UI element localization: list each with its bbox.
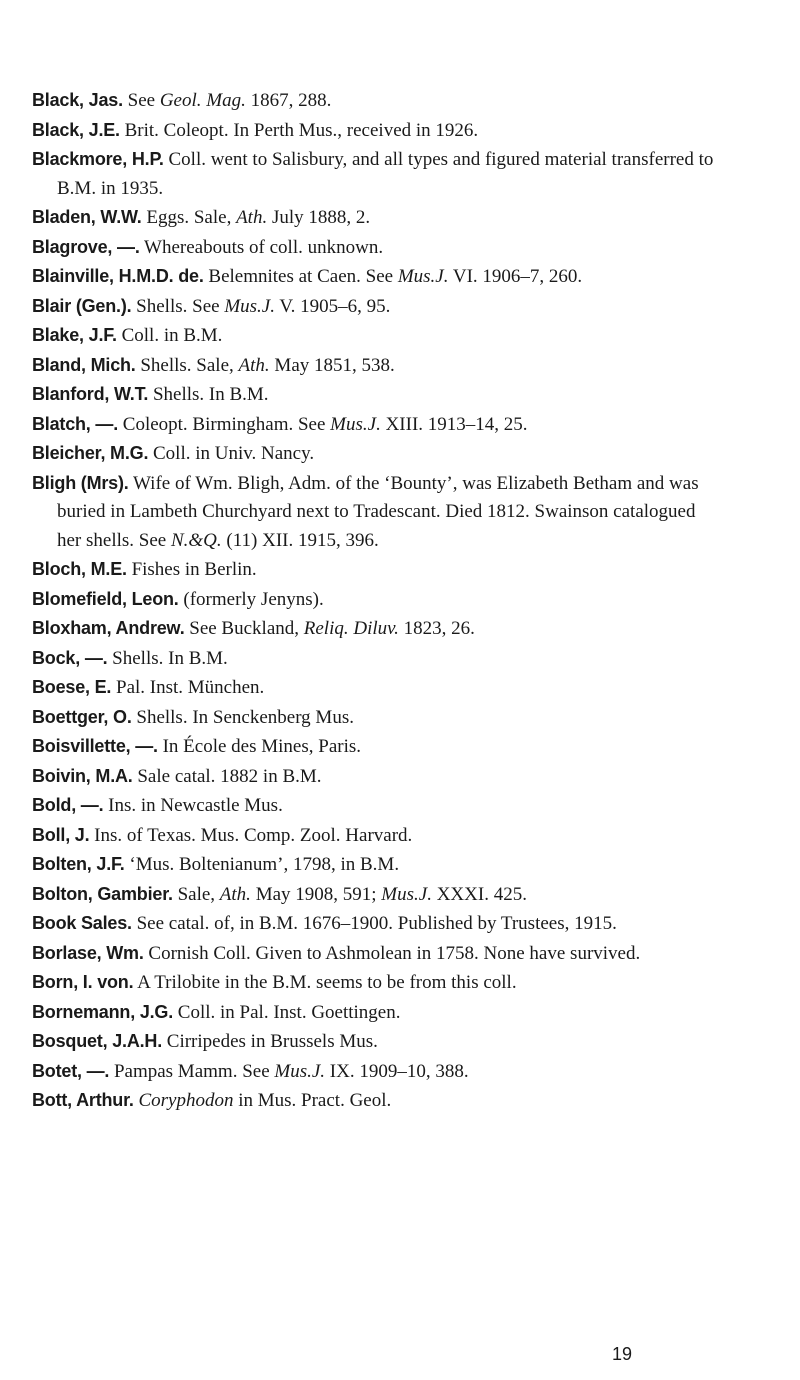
- entry-text: XIII. 1913–14, 25.: [380, 413, 528, 435]
- index-entry: [32, 262, 720, 292]
- entry-text: July 1888, 2.: [267, 207, 371, 228]
- entry-text: Ins. in Newcastle Mus.: [103, 795, 283, 816]
- entry-text: VI. 1906–7, 260.: [448, 266, 583, 287]
- entry-heading: Bleicher, M.G.: [32, 443, 149, 463]
- entry-heading: Blagrove, —.: [32, 236, 140, 257]
- entry-heading: Bornemann, J.G.: [32, 1001, 174, 1022]
- entry-text: in Mus. Pract. Geol.: [233, 1090, 392, 1111]
- index-entry: [32, 469, 720, 556]
- entry-text: Shells. In Senckenberg Mus.: [131, 706, 354, 728]
- index-entry: [32, 203, 720, 233]
- entry-text: Wife of Wm. Bligh, Adm. of the ‘Bounty’, was Elizabeth Betham and was buried in Lambeth Churchyard next to Tradescant. Died 1812. Swainson catalogued her shells. See: [57, 472, 699, 551]
- index-entry: [32, 1086, 720, 1116]
- entry-text: XXXI. 425.: [431, 883, 527, 905]
- entry-italic-text: Mus.J.: [397, 266, 449, 287]
- index-entry: [32, 439, 720, 469]
- entry-text: Coll. in Pal. Inst. Goettingen.: [173, 1001, 401, 1023]
- index-entry: [32, 585, 720, 615]
- index-entry: [32, 644, 720, 674]
- entry-text: 1867, 288.: [245, 90, 332, 111]
- entry-heading: Blainville, H.M.D. de.: [32, 266, 204, 286]
- entry-text: Whereabouts of coll. unknown.: [139, 236, 384, 258]
- entry-heading: Bott, Arthur.: [32, 1090, 134, 1110]
- index-entry: [32, 1027, 720, 1057]
- entry-text: Shells. In B.M.: [148, 384, 269, 405]
- entry-text: Coll. went to Salisbury, and all types and figured material transferred to B.M. in 1935.: [57, 149, 714, 199]
- entry-heading: Bold, —.: [32, 795, 104, 815]
- index-entry: [32, 968, 720, 998]
- entry-text: Eggs. Sale,: [141, 207, 237, 228]
- index-entry: [32, 116, 720, 146]
- entry-text: Coll. in B.M.: [116, 325, 223, 346]
- index-entry: [32, 732, 720, 762]
- entry-text: Brit. Coleopt. In Perth Mus., received in 1926.: [119, 119, 479, 141]
- entry-italic-text: Mus.J.: [274, 1060, 326, 1082]
- entry-text: 1823, 26.: [398, 618, 475, 639]
- entry-italic-text: Ath.: [238, 354, 270, 376]
- index-entry: [32, 850, 720, 880]
- entry-text: In École des Mines, Paris.: [157, 736, 361, 757]
- entry-heading: Boese, E.: [32, 677, 112, 697]
- entry-text: V. 1905–6, 95.: [274, 295, 391, 317]
- entry-text: Pampas Mamm. See: [109, 1060, 275, 1082]
- entry-heading: Bolton, Gambier.: [32, 883, 173, 904]
- entry-text: Fishes in Berlin.: [126, 559, 257, 580]
- index-entry: [32, 410, 720, 440]
- entry-italic-text: Mus.J.: [330, 413, 381, 435]
- entry-heading: Bligh (Mrs).: [32, 472, 129, 493]
- index-entry: [32, 292, 720, 322]
- entry-heading: Bosquet, J.A.H.: [32, 1031, 163, 1051]
- index-entry: [32, 233, 720, 263]
- index-entry: [32, 614, 720, 644]
- entry-heading: Book Sales.: [32, 913, 132, 933]
- index-entry: [32, 703, 720, 733]
- entry-heading: Bland, Mich.: [32, 354, 136, 375]
- entry-text: See: [122, 90, 160, 111]
- entry-text: Shells. See: [131, 295, 225, 317]
- entry-heading: Born, I. von.: [32, 972, 134, 992]
- entry-heading: Blackmore, H.P.: [32, 149, 164, 169]
- entry-text: Shells. Sale,: [135, 354, 239, 376]
- index-entry: [32, 380, 720, 410]
- index-entry: [32, 321, 720, 351]
- index-entry: [32, 821, 720, 851]
- index-entry: [32, 939, 720, 969]
- entry-heading: Bloch, M.E.: [32, 559, 127, 579]
- index-entry: [32, 762, 720, 792]
- entry-italic-text: Mus.J.: [381, 883, 432, 905]
- index-entry: [32, 909, 720, 939]
- entry-text: ‘Mus. Boltenianum’, 1798, in B.M.: [124, 854, 400, 875]
- entry-text: May 1851, 538.: [269, 354, 395, 376]
- entry-text: Pal. Inst. München.: [111, 677, 265, 698]
- entry-text: May 1908, 591;: [250, 883, 382, 905]
- entry-heading: Boettger, O.: [32, 706, 132, 727]
- index-entry: [32, 145, 720, 203]
- entry-heading: Bladen, W.W.: [32, 207, 142, 227]
- entry-heading: Black, J.E.: [32, 119, 120, 140]
- index-entry: [32, 86, 720, 116]
- index-entry: [32, 1057, 720, 1087]
- entry-text: Sale,: [172, 883, 220, 905]
- entry-heading: Botet, —.: [32, 1060, 110, 1081]
- entry-text: Shells. In B.M.: [107, 647, 228, 669]
- entry-text: Coll. in Univ. Nancy.: [148, 443, 315, 464]
- entry-heading: Blake, J.F.: [32, 325, 117, 345]
- entry-heading: Blatch, —.: [32, 413, 119, 434]
- entry-heading: Boll, J.: [32, 824, 90, 845]
- entry-heading: Blair (Gen.).: [32, 295, 132, 316]
- entry-heading: Borlase, Wm.: [32, 942, 144, 963]
- entry-heading: Boisvillette, —.: [32, 736, 158, 756]
- entry-text: Cornish Coll. Given to Ashmolean in 1758. None have survived.: [143, 942, 641, 964]
- entry-heading: Boivin, M.A.: [32, 765, 133, 786]
- entry-text: See catal. of, in B.M. 1676–1900. Published by Trustees, 1915.: [131, 913, 617, 934]
- index-entry: [32, 791, 720, 821]
- entry-text: Belemnites at Caen. See: [203, 266, 398, 287]
- entry-text: A Trilobite in the B.M. seems to be from this coll.: [133, 972, 517, 993]
- entry-heading: Bolten, J.F.: [32, 854, 125, 874]
- page-number: 19: [612, 1344, 633, 1364]
- entry-heading: Bock, —.: [32, 647, 108, 668]
- entry-heading: Blomefield, Leon.: [32, 588, 179, 609]
- entry-text: Cirripedes in Brussels Mus.: [162, 1031, 378, 1052]
- entry-text: IX. 1909–10, 388.: [325, 1060, 469, 1082]
- entry-italic-text: Reliq. Diluv.: [303, 618, 399, 639]
- index-entry: [32, 351, 720, 381]
- entry-italic-text: N.&Q.: [170, 529, 222, 551]
- entry-text: (formerly Jenyns).: [178, 588, 324, 610]
- entry-text: Ins. of Texas. Mus. Comp. Zool. Harvard.: [89, 824, 413, 846]
- entry-italic-text: Geol. Mag.: [159, 90, 246, 111]
- entry-text: Sale catal. 1882 in B.M.: [132, 765, 322, 787]
- index-entry: [32, 998, 720, 1028]
- entry-italic-text: Ath.: [236, 207, 268, 228]
- entry-italic-text: Ath.: [219, 883, 251, 905]
- index-entry: [32, 673, 720, 703]
- index-entry: [32, 880, 720, 910]
- entry-heading: Blanford, W.T.: [32, 384, 149, 404]
- entry-text: See Buckland,: [184, 618, 304, 639]
- entry-text: Coleopt. Birmingham. See: [118, 413, 331, 435]
- index-entry: [32, 555, 720, 585]
- entry-heading: Bloxham, Andrew.: [32, 618, 185, 638]
- entry-list: [32, 86, 720, 1116]
- entry-text: (11) XII. 1915, 396.: [221, 529, 379, 551]
- entry-heading: Black, Jas.: [32, 90, 123, 110]
- entry-italic-text: Coryphodon: [138, 1090, 234, 1111]
- entry-italic-text: Mus.J.: [224, 295, 275, 317]
